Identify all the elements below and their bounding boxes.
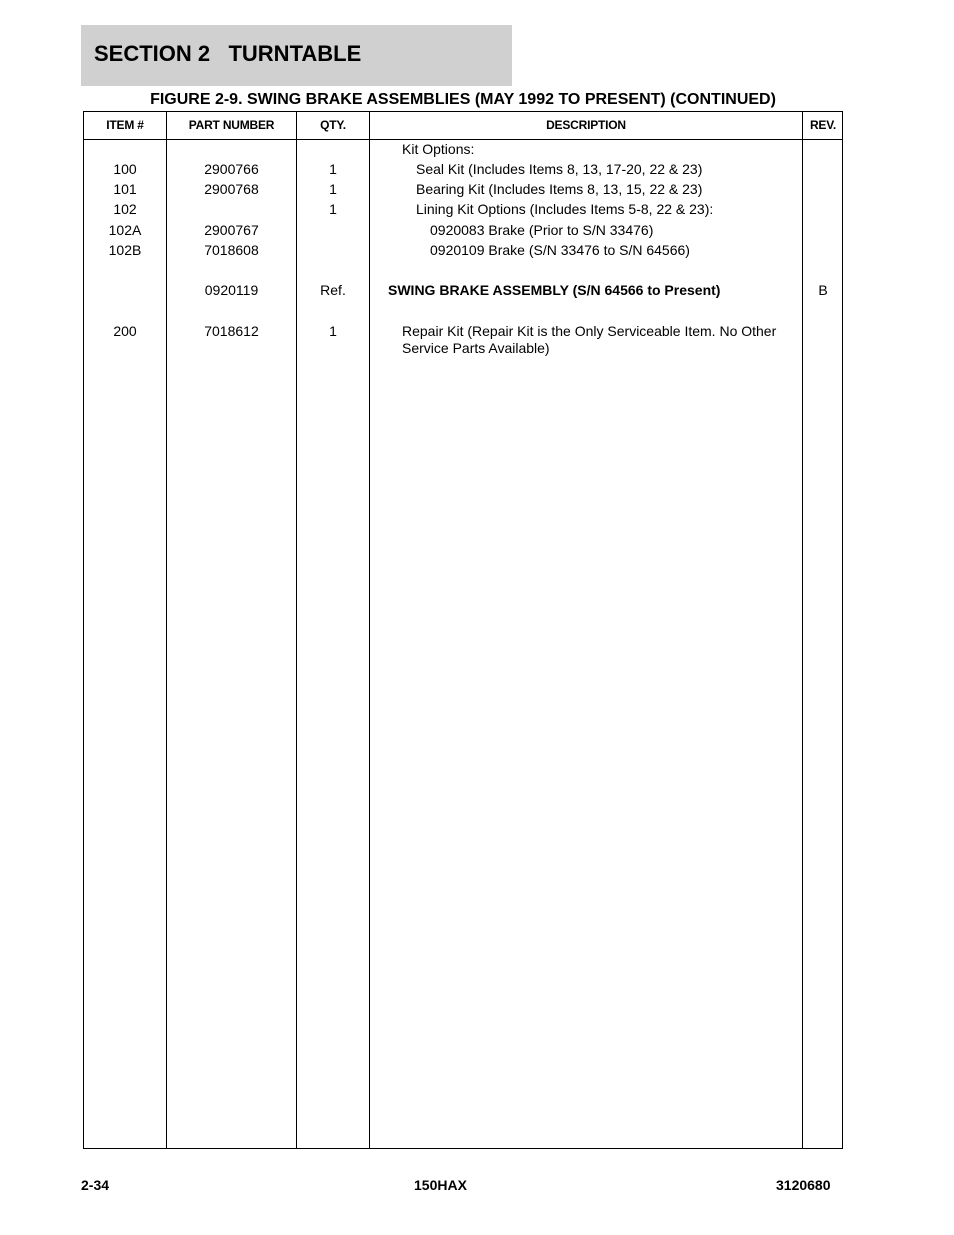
table-row-description: 0920083 Brake (Prior to S/N 33476) — [430, 222, 654, 238]
table-row-qty: 1 — [329, 201, 337, 217]
table-row-item: 200 — [113, 323, 137, 339]
column-header-part-number: PART NUMBER — [188, 118, 275, 132]
table-row-item: 102 — [113, 201, 137, 217]
table-row-description: Seal Kit (Includes Items 8, 13, 17-20, 22 & 23) — [416, 161, 703, 177]
column-divider — [166, 112, 167, 1148]
table-row-description: Kit Options: — [402, 141, 475, 157]
section-title: SECTION 2 TURNTABLE — [94, 41, 362, 66]
table-row-description: Bearing Kit (Includes Items 8, 13, 15, 22 & 23) — [416, 181, 703, 197]
table-row-part-number: 0920119 — [204, 282, 259, 298]
table-row-part-number: 7018612 — [204, 323, 259, 339]
table-row-part-number: 7018608 — [204, 242, 259, 258]
table-row-item: 102B — [108, 242, 142, 258]
table-row-description: SWING BRAKE ASSEMBLY (S/N 64566 to Present) — [388, 282, 721, 298]
table-row-item: 100 — [113, 161, 137, 177]
column-header-qty: QTY. — [320, 118, 346, 132]
table-row-part-number: 2900766 — [204, 161, 259, 177]
table-row-qty: 1 — [329, 181, 337, 197]
table-row-qty: 1 — [329, 323, 337, 339]
table-row-description: 0920109 Brake (S/N 33476 to S/N 64566) — [430, 242, 690, 258]
table-row-description: Lining Kit Options (Includes Items 5-8, 22 & 23): — [416, 201, 714, 217]
table-row-qty: 1 — [329, 161, 337, 177]
column-divider — [296, 112, 297, 1148]
table-row-part-number: 2900767 — [204, 222, 259, 238]
column-divider — [802, 112, 803, 1148]
table-row-item: 102A — [108, 222, 142, 238]
table-row-qty: Ref. — [320, 282, 346, 298]
table-row-part-number: 2900768 — [204, 181, 259, 197]
figure-title: FIGURE 2-9. SWING BRAKE ASSEMBLIES (MAY 1992 TO PRESENT) (CONTINUED) — [150, 91, 776, 108]
model-name: 150HAX — [414, 1177, 467, 1193]
page-number: 2-34 — [81, 1177, 110, 1193]
column-divider — [369, 112, 370, 1148]
column-header-item: ITEM # — [106, 118, 144, 132]
parts-table — [83, 111, 843, 1149]
table-header-row — [84, 112, 842, 140]
document-number: 3120680 — [776, 1177, 831, 1193]
column-header-description: DESCRIPTION — [546, 118, 626, 132]
table-row-description: Repair Kit (Repair Kit is the Only Serviceable Item. No Other Service Parts Available) — [402, 323, 777, 356]
column-header-rev: REV. — [809, 118, 837, 132]
table-row-rev: B — [818, 282, 828, 298]
table-row-item: 101 — [113, 181, 137, 197]
